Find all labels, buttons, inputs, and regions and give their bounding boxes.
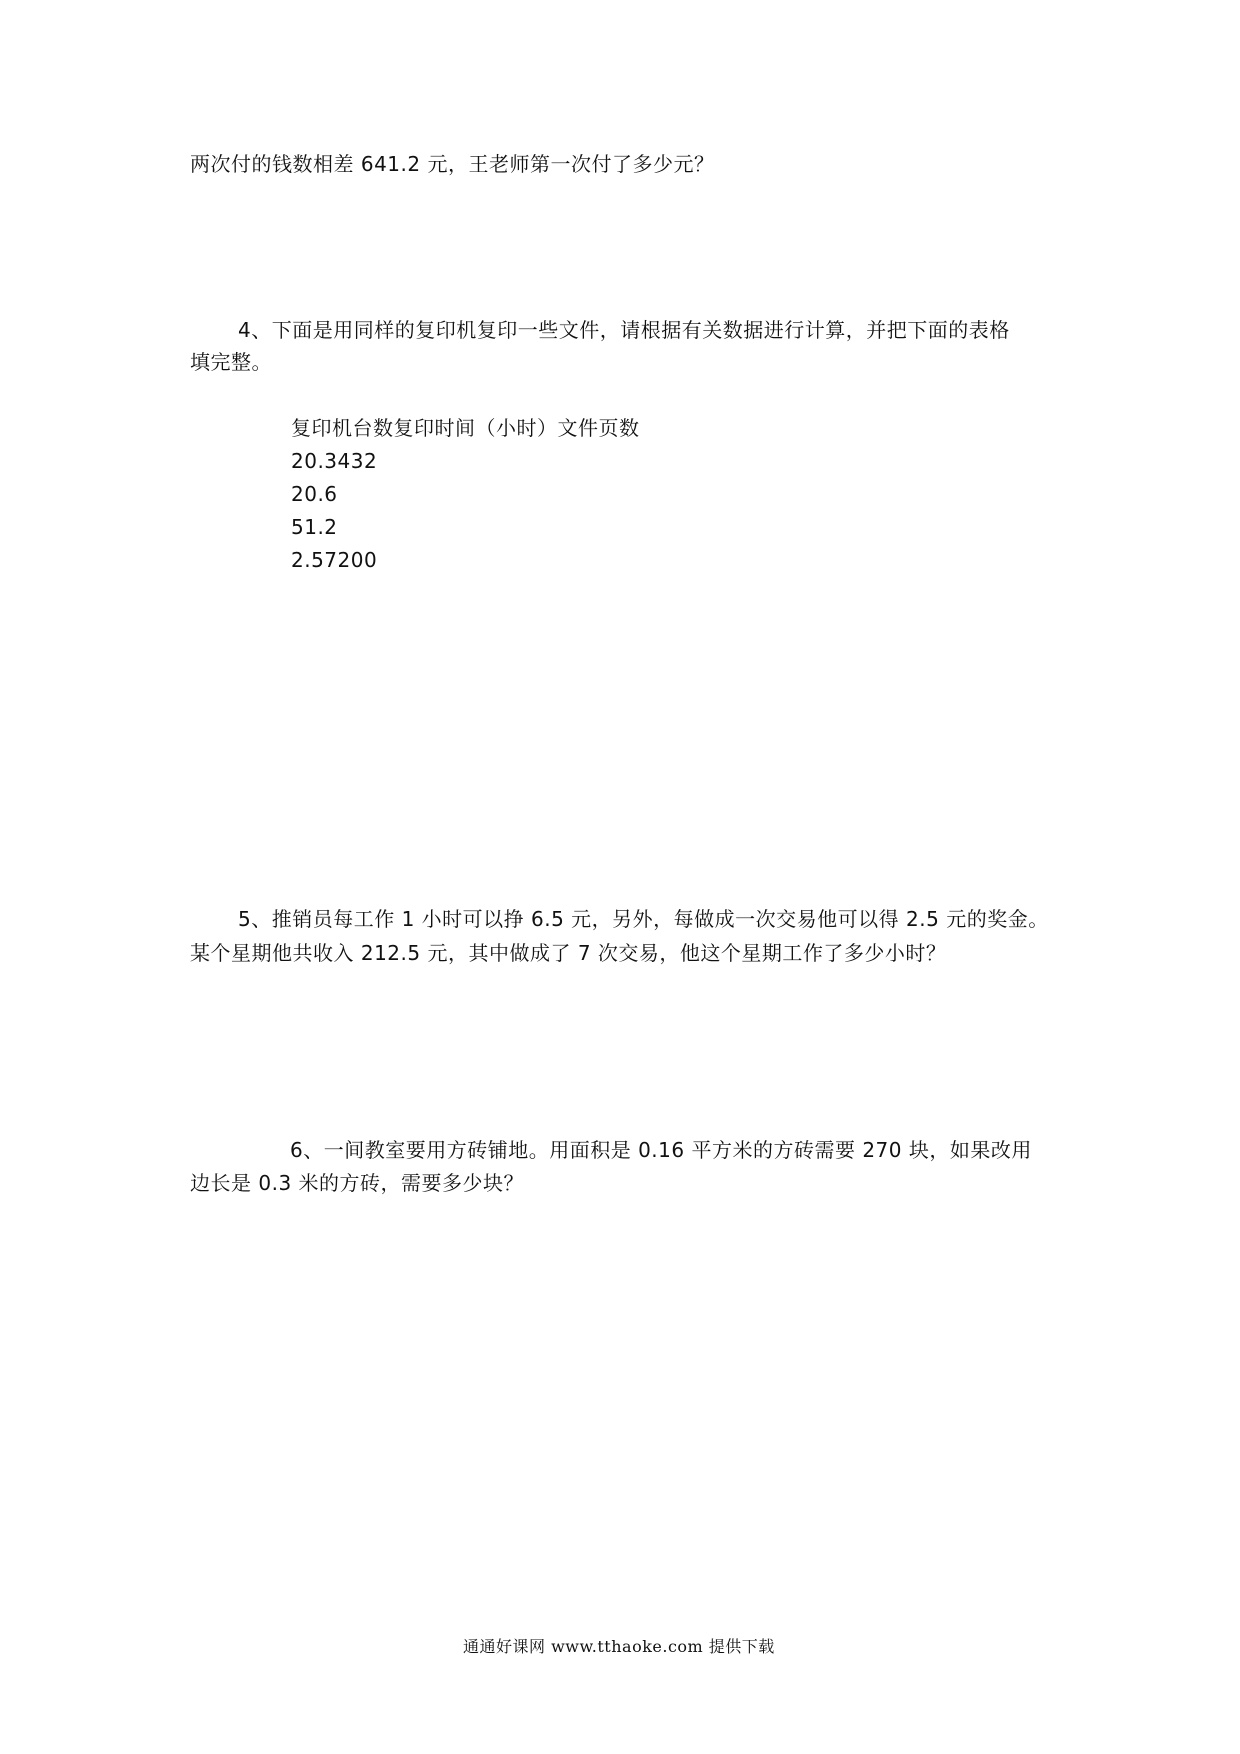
table-row-3: 51.2 <box>291 515 338 539</box>
footer-watermark: 通通好课网 www.tthaoke.com 提供下载 <box>463 1637 775 1656</box>
question-5-line-2: 某个星期他共收入 212.5 元，其中做成了 7 次交易，他这个星期工作了多少小时？ <box>190 941 947 965</box>
question-3-tail: 两次付的钱数相差 641.2 元，王老师第一次付了多少元？ <box>190 152 715 176</box>
table-row-2: 20.6 <box>291 482 338 506</box>
question-6-line-2: 边长是 0.3 米的方砖，需要多少块？ <box>190 1171 525 1195</box>
table-header: 复印机台数复印时间（小时）文件页数 <box>291 416 640 440</box>
question-5-line-1: 5、推销员每工作 1 小时可以挣 6.5 元，另外，每做成一次交易他可以得 2.5 元的奖金。 <box>238 907 1049 931</box>
table-row-1: 20.3432 <box>291 449 378 473</box>
question-6-line-1: 6、一间教室要用方砖铺地。用面积是 0.16 平方米的方砖需要 270 块，如果改用 <box>290 1138 1032 1162</box>
table-row-4: 2.57200 <box>291 548 378 572</box>
question-4-line-2: 填完整。 <box>190 350 272 374</box>
question-4-line-1: 4、下面是用同样的复印机复印一些文件，请根据有关数据进行计算，并把下面的表格 <box>238 318 1010 342</box>
